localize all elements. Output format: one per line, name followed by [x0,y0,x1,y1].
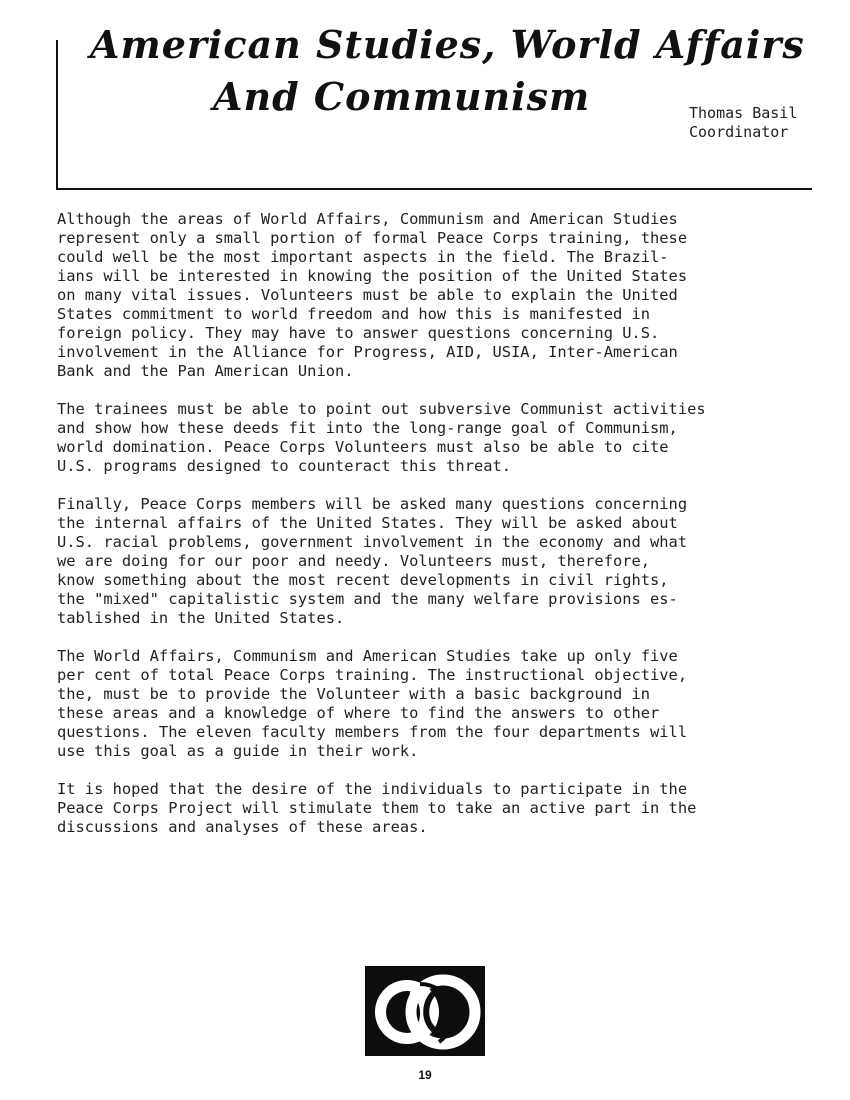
body-paragraph: The World Affairs, Communism and American Studies take up only five per cent of total Peace Corps training. The instructional objective, the, must be to provide the Volunteer with a basic background in these areas and a knowledge of where to find the answers to other questions. The eleven faculty members from the four departments will use this goal as a guide in their work. [57,647,688,760]
page-number: 19 [418,1068,432,1082]
body-paragraph: Finally, Peace Corps members will be asked many questions concerning the internal affairs of the United States. They will be asked about U.S. racial problems, government involvement in the economy and what we are doing for our poor and needy. Volunteers must, therefore, know something about the most recent developments in civil rights, the "mixed" capitalistic system and the many welfare provisions es- tablished in the United States. [57,495,688,627]
interlocking-rings-logo-icon [365,966,485,1056]
coordinator-role: Coordinator [689,123,789,141]
coordinator-name: Thomas Basil [689,104,798,122]
page-title-line-1: American Studies, World Affairs [90,22,805,67]
coordinator-block [689,104,797,142]
body-paragraph: Although the areas of World Affairs, Communism and American Studies represent only a small portion of formal Peace Corps training, these could well be the most important aspects in the field. The Brazil- ians will be interested in knowing the position of the United States on many vital issues. Volunteers must be able to explain the United States commitment to world freedom and how this is manifested in foreign policy. They may have to answer questions concerning U.S. involvement in the Alliance for Progress, AID, USIA, Inter-American Bank and the Pan American Union. [57,210,688,380]
body-paragraph: It is hoped that the desire of the individuals to participate in the Peace Corps Project will stimulate them to take an active part in the discussions and analyses of these areas. [57,780,697,836]
body-paragraph: The trainees must be able to point out subversive Communist activities and show how these deeds fit into the long-range goal of Communism, world domination. Peace Corps Volunteers must also be able to cite U.S. programs designed to counteract this threat. [57,400,706,475]
article-body [57,210,777,856]
page-title-line-2: And Communism [213,74,591,119]
